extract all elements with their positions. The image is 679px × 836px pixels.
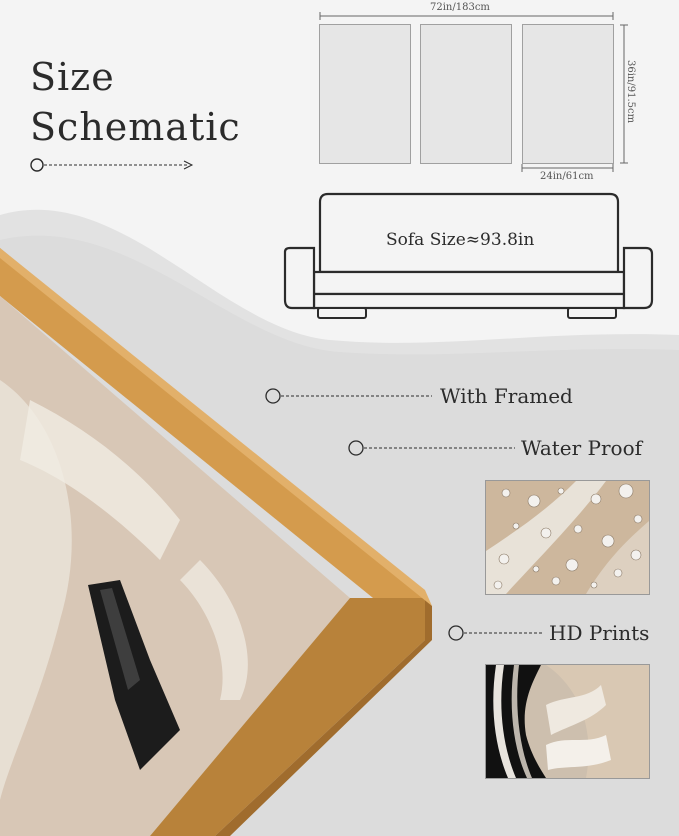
panel-middle bbox=[420, 24, 512, 164]
sofa-icon bbox=[280, 190, 660, 325]
page-title bbox=[30, 52, 241, 152]
panel-right bbox=[522, 24, 614, 164]
panel-diagram bbox=[310, 0, 650, 185]
hd-prints-thumbnail bbox=[485, 664, 650, 779]
feature-hd-line-icon bbox=[447, 624, 547, 642]
feature-hd-prints: HD Prints bbox=[549, 621, 650, 645]
feature-water-proof: Water Proof bbox=[521, 436, 643, 460]
feature-framed-line-icon bbox=[264, 387, 436, 405]
panel-width-label: 24in/61cm bbox=[540, 171, 594, 182]
total-width-label: 72in/183cm bbox=[430, 2, 490, 13]
sofa-size-label: Sofa Size≈93.8in bbox=[386, 230, 535, 250]
water-drops-image bbox=[486, 481, 649, 594]
title-arrow-icon bbox=[28, 156, 203, 174]
feature-with-framed: With Framed bbox=[440, 384, 573, 408]
title-line-1: Size bbox=[30, 55, 115, 99]
hd-print-image bbox=[486, 665, 649, 778]
waterproof-thumbnail bbox=[485, 480, 650, 595]
height-label: 36in/91.5cm bbox=[625, 60, 636, 124]
panel-left bbox=[319, 24, 411, 164]
feature-waterproof-line-icon bbox=[347, 439, 519, 457]
title-line-2: Schematic bbox=[30, 105, 241, 149]
